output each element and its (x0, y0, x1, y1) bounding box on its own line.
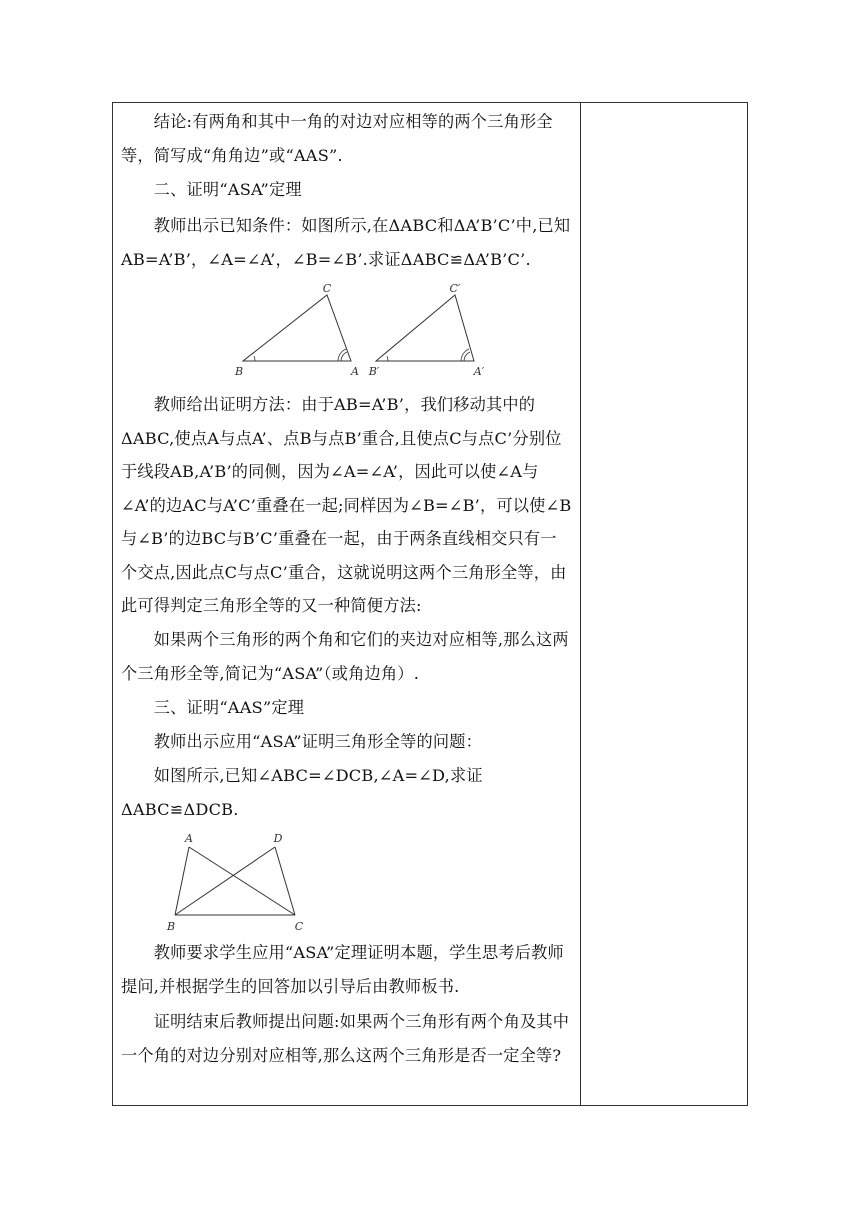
label-b2: B (166, 920, 176, 933)
triangle-figure-2 (163, 831, 313, 937)
label-b: B (234, 365, 244, 378)
content-cell (113, 103, 580, 1105)
conclusion-paragraph: 结论:有两角和其中一角的对边对应相等的两个三角形全等，简写成“角角边”或“AAS”. (121, 112, 553, 165)
given-conditions-paragraph: 教师出示已知条件：如图所示,在ΔABC和ΔA’B’C’中,已知AB=A’B’，∠A=∠A’，∠B=∠B’.求证ΔABC≌ΔA’B’C’. (121, 216, 571, 269)
label-a-prime: A′ (473, 365, 485, 378)
student-task-paragraph: 教师要求学生应用“ASA”定理证明本题，学生思考后教师提问,并根据学生的回答加以引导后由教师板书. (121, 943, 564, 996)
notes-cell (581, 103, 747, 1105)
lesson-table (112, 102, 748, 1106)
triangle-figure-1 (231, 283, 501, 379)
label-a2: A (185, 832, 193, 845)
label-d2: D (273, 832, 283, 845)
problem-statement-paragraph: 如图所示,已知∠ABC=∠DCB,∠A=∠D,求证ΔABC≌ΔDCB. (121, 766, 483, 819)
proof-method-paragraph: 教师给出证明方法：由于AB=A’B’，我们移动其中的ΔABC,使点A与点A’、点B与点B’重合,且使点C与点C’分别位于线段AB,A’B’的同侧，因为∠A=∠A’，因此可以使∠A与∠A’的边AC与A’C’重叠在一起;同样因为∠B=∠B’，可以使∠B与∠B’的边BC与B’C’重叠在一起，由于两条直线相交只有一个交点,因此点C与点C’重合，这就说明这两个三角形全等，由此可得判定三角形全等的又一种简便方法: (121, 395, 572, 615)
label-b-prime: B′ (368, 365, 380, 378)
label-c-prime: C′ (449, 283, 461, 295)
label-a: A (351, 365, 359, 378)
label-c2: C (294, 920, 304, 933)
label-c: C (322, 283, 332, 295)
asa-statement-paragraph: 如果两个三角形的两个角和它们的夹边对应相等,那么这两个三角形全等,简记为“ASA”（或角边角）. (121, 630, 569, 683)
follow-up-question-paragraph: 证明结束后教师提出问题:如果两个三角形有两个角及其中一个角的对边分别对应相等,那么这两个三角形是否一定全等? (121, 1012, 570, 1065)
section-heading-aas: 三、证明“AAS”定理 (121, 698, 305, 717)
section-heading-asa: 二、证明“ASA”定理 (121, 180, 302, 199)
problem-intro-paragraph: 教师出示应用“ASA”证明三角形全等的问题： (121, 732, 483, 751)
